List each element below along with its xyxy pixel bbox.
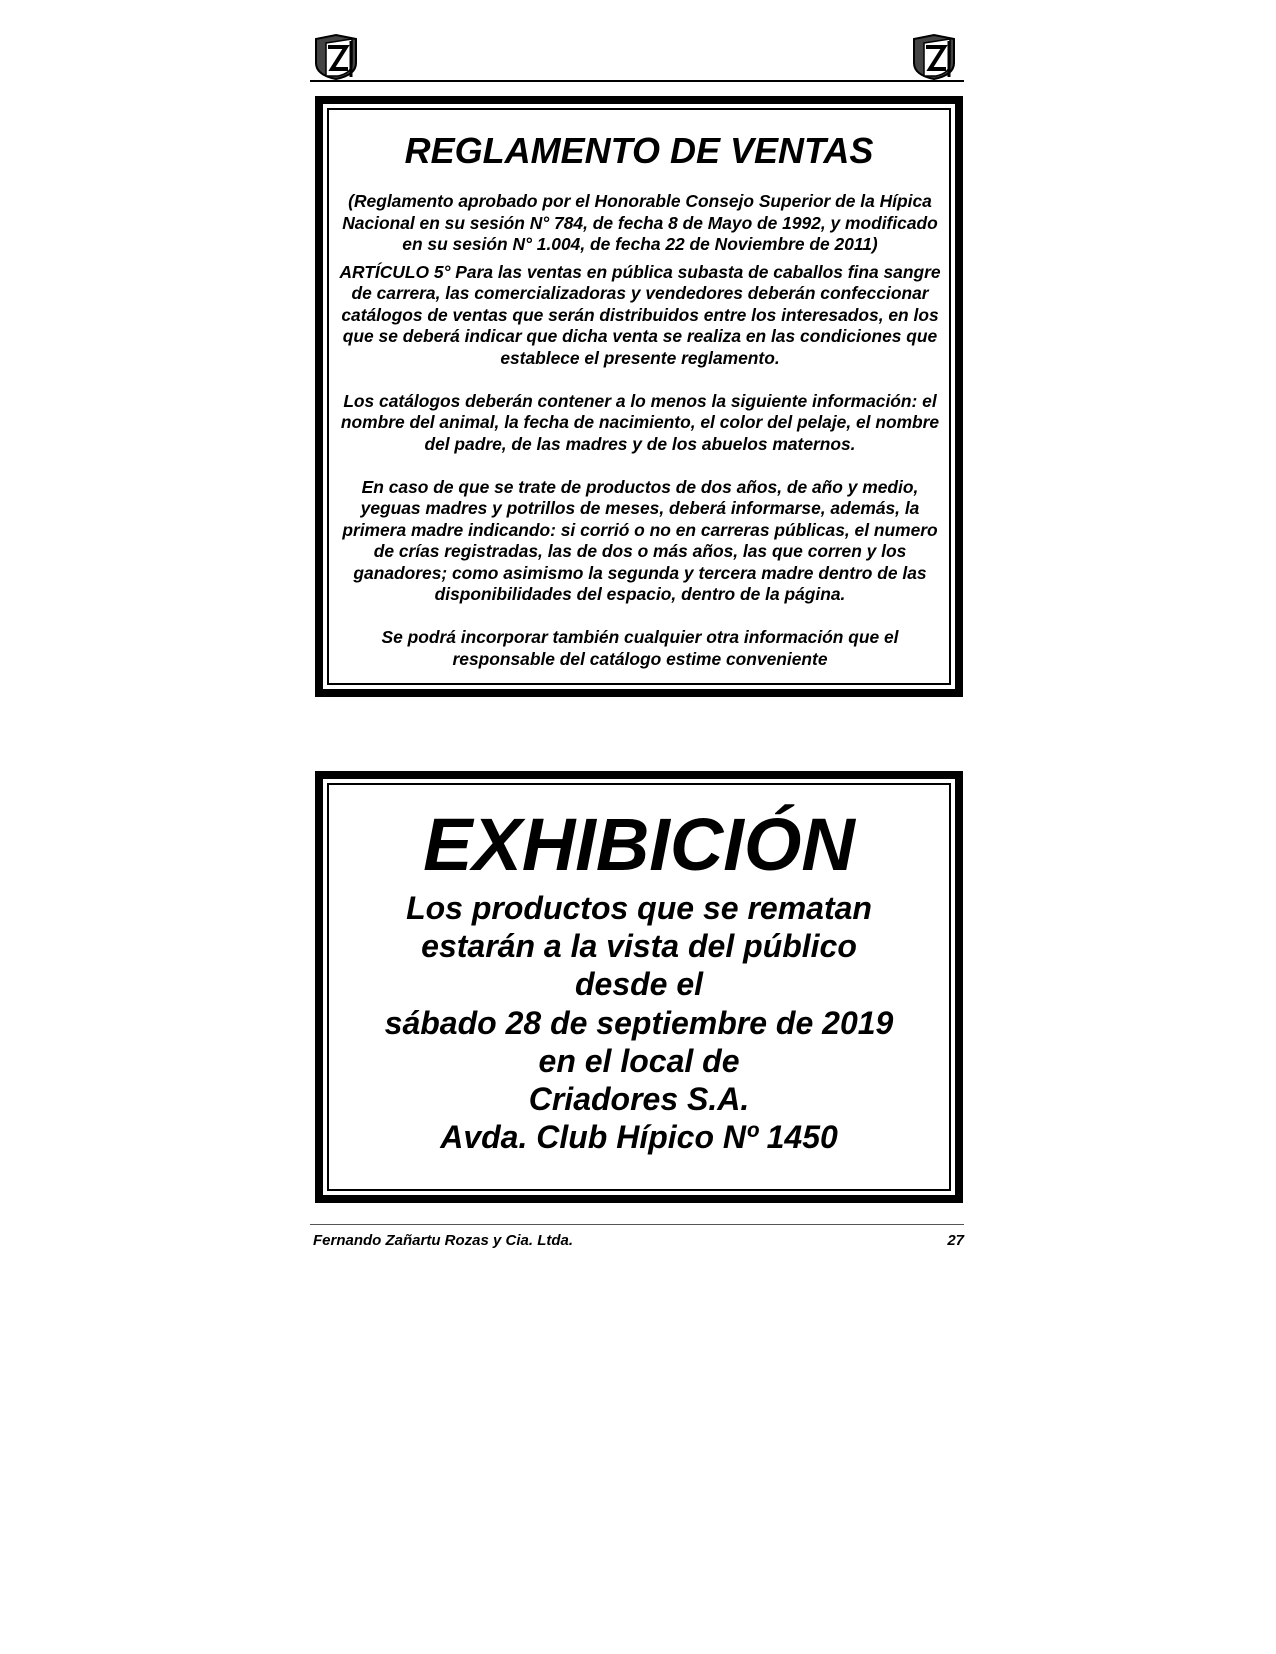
reglamento-article [335,262,945,370]
footer-company: Fernando Zañartu Rozas y Cia. Ltda. [313,1232,574,1249]
exhibicion-line: desde el [574,966,704,1003]
reglamento-box [315,96,963,697]
company-logo-right [910,33,958,81]
company-logo-left [312,33,360,81]
reglamento-intro: (Reglamento aprobado por el Honorable Consejo Superior de la Hípica Nacional en su sesión N° 784, de fecha 8 de Mayo de 1992, y modificado en su sesión N° 1.004, de fecha 22 de Noviembre de 2011) [342,191,938,254]
page-number: 27 [947,1232,964,1249]
exhibicion-title: EXHIBICIÓN [423,803,855,886]
exhibicion-venue: Criadores S.A. [528,1081,750,1118]
exhibicion-address: Avda. Club Hípico Nº 1450 [440,1119,838,1156]
reglamento-catalogos-paragraph: Los catálogos deberán contener a lo menos la siguiente información: el nombre del animal, la fecha de nacimiento, el color del pelaje, el nombre del padre, de las madres y de los abuelos maternos. [340,390,940,454]
exhibicion-line: Los productos que se rematan [406,890,872,926]
article-label: ARTÍCULO 5° [339,261,451,282]
reglamento-title: REGLAMENTO DE VENTAS [404,130,874,171]
exhibicion-line: estarán a la vista del público [421,928,857,965]
reglamento-productos-paragraph: En caso de que se trate de productos de dos años, de año y medio, yeguas madres y potrillos de meses, deberá informarse, además, la primera madre indicando: si corrió o no en carreras públicas, el numero de crías registradas, las de dos o más años, las que corren y los ganadores; como asimismo la segunda y tercera madre dentro de las disponibilidades del espacio, dentro de la página. [342,476,938,604]
article-text: Para las ventas en pública subasta de caballos fina sangre de carrera, las comercializadoras y vendedores deberán confeccionar catálogos de ventas que serán distribuidos entre los interesados, en los que se deberá indicar que dicha venta se realiza en las condiciones que establece el presente reglamento. [341,261,941,368]
exhibicion-box [315,771,963,1203]
reglamento-otra-paragraph: Se podrá incorporar también cualquier otra información que el responsable del catálogo estime conveniente [381,627,899,669]
header-divider [310,80,964,82]
exhibicion-details [323,889,955,1156]
footer-divider [310,1224,964,1225]
exhibicion-line: en el local de [538,1042,740,1079]
exhibicion-date: sábado 28 de septiembre de 2019 [384,1004,894,1041]
reglamento-body [335,191,945,670]
